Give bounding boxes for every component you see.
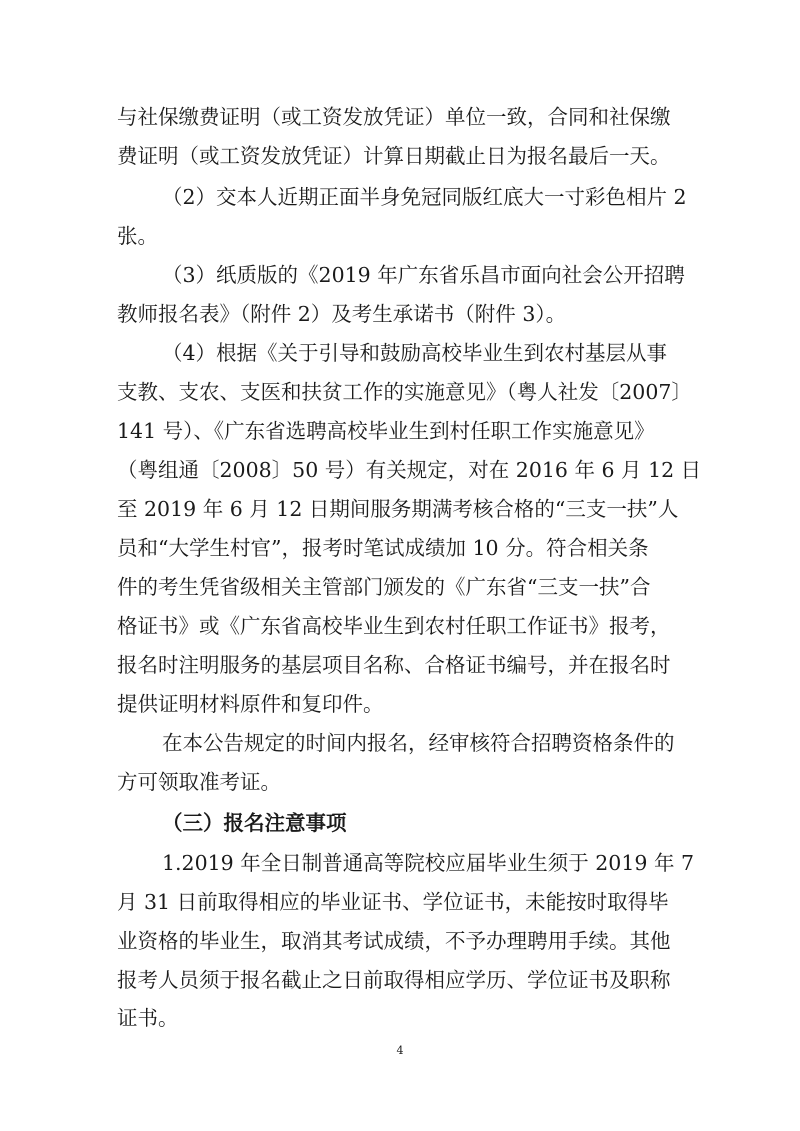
text-line: 报名时注明服务的基层项目名称、合格证书编号，并在报名时 xyxy=(117,653,671,677)
text-line: 证书。 xyxy=(117,1006,179,1030)
text-line: 教师报名表》（附件 2）及考生承诺书（附件 3）。 xyxy=(117,302,567,326)
text-line: （2）交本人近期正面半身免冠同版红底大一寸彩色相片 2 xyxy=(162,185,687,209)
text-line: 1.2019 年全日制普通高等院校应届毕业生须于 2019 年 7 xyxy=(162,851,695,875)
text-line: 方可领取准考证。 xyxy=(117,770,281,794)
text-line: （粤组通〔2008〕50 号）有关规定，对在 2016 年 6 月 12 日 xyxy=(117,458,702,482)
text-line: 格证书》或《广东省高校毕业生到农村任职工作证书》报考， xyxy=(117,614,671,638)
text-line: 月 31 日前取得相应的毕业证书、学位证书，未能按时取得毕 xyxy=(117,890,669,914)
text-line: 费证明（或工资发放凭证）计算日期截止日为报名最后一天。 xyxy=(117,144,671,168)
section-heading: （三）报名注意事项 xyxy=(162,811,347,835)
text-line: 业资格的毕业生，取消其考试成绩，不予办理聘用手续。其他 xyxy=(117,929,671,953)
text-line: 在本公告规定的时间内报名，经审核符合招聘资格条件的 xyxy=(162,731,675,755)
text-line: 员和“大学生村官”，报考时笔试成绩加 10 分。符合相关条 xyxy=(117,536,649,560)
text-line: 件的考生凭省级相关主管部门颁发的《广东省“三支一扶”合 xyxy=(117,575,651,599)
text-line: 张。 xyxy=(117,224,158,248)
text-line: 与社保缴费证明（或工资发放凭证）单位一致，合同和社保缴 xyxy=(117,105,671,129)
text-line: （3）纸质版的《2019 年广东省乐昌市面向社会公开招聘 xyxy=(162,263,685,287)
text-line: 报考人员须于报名截止之日前取得相应学历、学位证书及职称 xyxy=(117,968,671,992)
text-line: 提供证明材料原件和复印件。 xyxy=(117,692,384,716)
text-line: 141 号）、《广东省选聘高校毕业生到村任职工作实施意见》 xyxy=(117,419,655,443)
page-number: 4 xyxy=(396,1044,404,1057)
text-line: 支教、支农、支医和扶贫工作的实施意见》（粤人社发〔2007〕 xyxy=(117,380,692,404)
text-line: （4）根据《关于引导和鼓励高校毕业生到农村基层从事 xyxy=(162,341,668,365)
text-line: 至 2019 年 6 月 12 日期间服务期满考核合格的“三支一扶”人 xyxy=(117,497,679,521)
